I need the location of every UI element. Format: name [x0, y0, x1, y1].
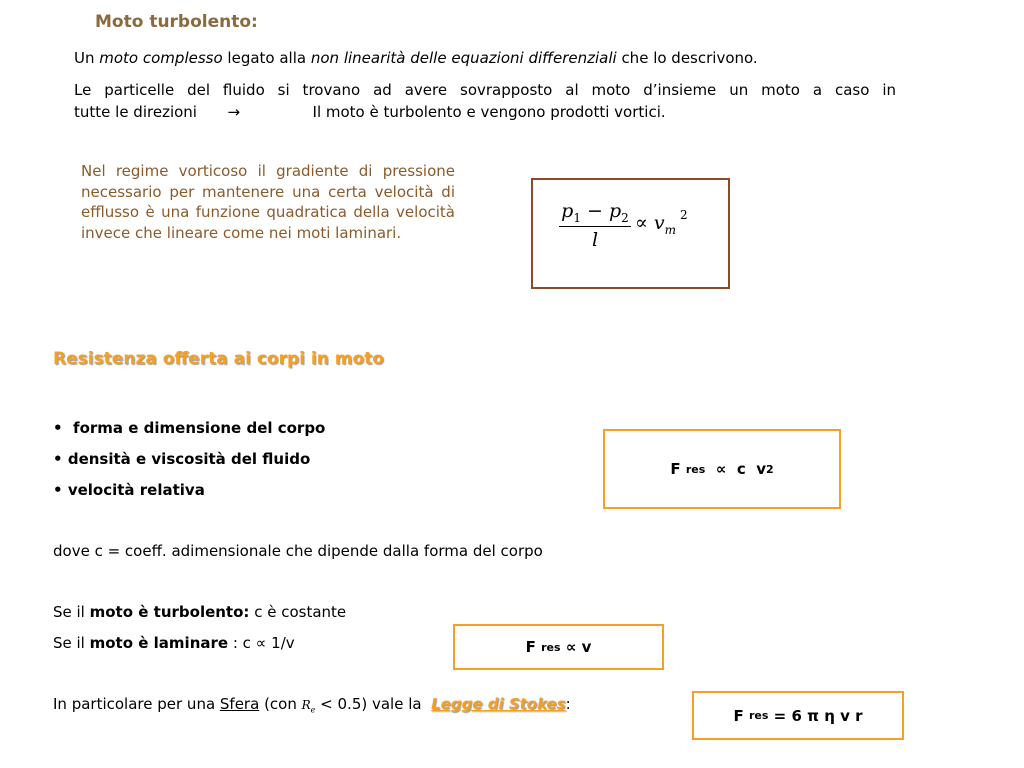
- intro-p2-line2-b: Il moto è turbolento e vengono prodotti vortici.: [312, 103, 666, 121]
- turb-b: moto è turbolento:: [89, 603, 250, 621]
- formula-m: m: [664, 222, 677, 237]
- bullet-text: velocità relativa: [67, 481, 205, 499]
- pressure-gradient-formula-box: [531, 178, 730, 289]
- box1-f: F: [670, 460, 681, 478]
- intro-p2-line1: Le particelle del fluido si trovano ad avere sovrapposto al moto d’insieme un moto a caso in: [74, 81, 896, 99]
- bullet-item-3: [53, 481, 205, 499]
- intro-text-e: che lo descrivono.: [616, 49, 758, 67]
- box3-rest: = 6 π η v r: [773, 706, 863, 725]
- vortex-paragraph: Nel regime vorticoso il gradiente di pressione necessario per mantenere una certa velocità di efflusso è una funzione quadratica della velocità invece che lineare come nei moti laminari.: [81, 162, 455, 242]
- fraction-bar: [559, 226, 631, 227]
- sfera-word: Sfera: [219, 695, 260, 713]
- bullet-text: densità e viscosità del fluido: [67, 450, 311, 468]
- stokes-b: (con: [259, 695, 302, 713]
- intro-line-1: [74, 49, 758, 67]
- turb-c: c è costante: [249, 603, 347, 621]
- re-sub: e: [310, 705, 316, 715]
- arrow-right-icon: →: [227, 103, 241, 121]
- formula-rhs: [635, 212, 676, 237]
- bullet-mark: •: [53, 450, 63, 468]
- reynolds-symbol: [301, 698, 316, 715]
- stokes-line: [53, 695, 571, 714]
- intro-p2-line2-a: tutte le direzioni: [74, 103, 197, 121]
- box2-sub: res: [541, 640, 561, 654]
- formula-exponent: 2: [680, 208, 688, 222]
- formula-sub2: 2: [621, 210, 629, 225]
- bullet-text: forma e dimensione del corpo: [73, 419, 326, 437]
- box3-f: F: [733, 706, 744, 725]
- stokes-formula-box: [692, 691, 904, 740]
- formula-p1: p: [561, 200, 574, 222]
- title-colon: :: [251, 12, 258, 32]
- lam-c: : c ∝ 1/v: [228, 634, 295, 652]
- lam-b: moto è laminare: [89, 634, 229, 652]
- box1-exp: 2: [765, 462, 774, 476]
- stokes-c: < 0.5) vale la: [315, 695, 432, 713]
- intro-text-c: legato alla: [222, 49, 311, 67]
- turbulent-line: [53, 603, 346, 621]
- bullet-item-2: [53, 450, 310, 468]
- formula-numerator: [559, 200, 631, 225]
- re-letter: R: [301, 698, 311, 712]
- bullet-item-1: [53, 419, 325, 437]
- box1-rest: ∝ c v: [715, 460, 766, 478]
- box2-f: F: [525, 638, 536, 656]
- intro-paragraph-2: [74, 79, 896, 123]
- box1-sub: res: [685, 462, 706, 476]
- legge-di-stokes: Legge di Stokes: [431, 695, 566, 713]
- formula-minus: −: [587, 200, 603, 222]
- proportional-symbol: ∝: [635, 212, 648, 234]
- turb-a: Se il: [53, 603, 90, 621]
- formula-denominator: l: [591, 229, 599, 251]
- intro-moto-complesso: moto complesso: [99, 49, 223, 67]
- box3-sub: res: [748, 709, 769, 722]
- box2-rest: ∝ v: [565, 638, 592, 656]
- intro-non-linearita: non linearità delle equazioni differenziali: [310, 49, 617, 67]
- laminar-line: [53, 634, 295, 652]
- section-title: Resistenza offerta ai corpi in moto: [53, 349, 384, 369]
- intro-text-a: Un: [74, 49, 100, 67]
- formula-v: v: [653, 212, 665, 234]
- page-title: [95, 12, 258, 32]
- bullet-mark: •: [53, 481, 63, 499]
- resistance-formula-box: [603, 429, 841, 509]
- bullet-mark: •: [53, 419, 63, 437]
- formula-sub1: 1: [573, 210, 581, 225]
- stokes-d: :: [565, 695, 571, 713]
- intro-p2-line2: [74, 101, 896, 123]
- coefficient-description: dove c = coeff. adimensionale che dipende dalla forma del corpo: [53, 542, 543, 560]
- formula-p2: p: [609, 200, 622, 222]
- stokes-a: In particolare per una: [53, 695, 220, 713]
- title-text: Moto turbolento: [95, 12, 252, 32]
- laminar-formula-box: [453, 624, 664, 670]
- lam-a: Se il: [53, 634, 90, 652]
